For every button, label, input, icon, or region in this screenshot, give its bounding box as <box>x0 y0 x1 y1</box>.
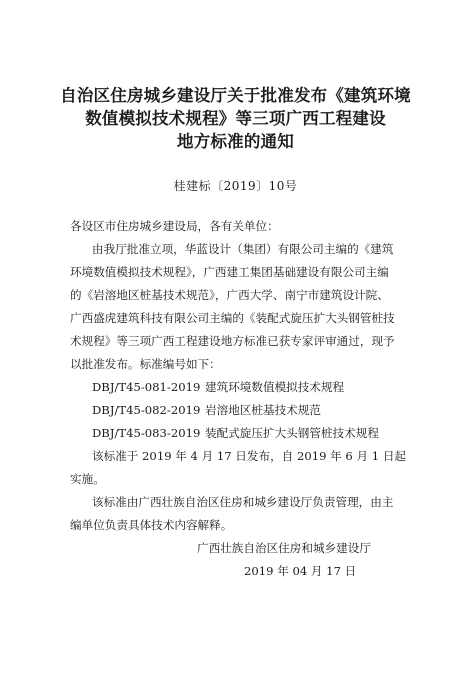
standard-name: 装配式旋压扩大头钢管桩技术规程 <box>205 426 379 440</box>
standard-name: 岩溶地区桩基技术规范 <box>205 403 321 417</box>
standard-code: DBJ/T45-081-2019 <box>92 380 201 394</box>
paragraph-2-line-1: 该标准于 2019 年 4 月 17 日发布，自 2019 年 6 月 1 日起 <box>92 449 407 463</box>
paragraph-1-line-6: 以批准发布。标准编号如下： <box>70 357 221 371</box>
paragraph-3-line-1: 该标准由广西壮族自治区住房和城乡建设厅负责管理，由主 <box>92 495 394 509</box>
paragraph-2-line-2: 实施。 <box>70 472 105 486</box>
title-line-2: 数值模拟技术规程》等三项广西工程建设 <box>85 109 386 128</box>
salutation: 各设区市住房城乡建设局，各有关单位： <box>70 219 279 233</box>
signature-issuer: 广西壮族自治区住房和城乡建设厅 <box>197 541 371 555</box>
standard-item <box>70 399 420 422</box>
document-title <box>40 84 431 153</box>
paragraph-1-line-4: 广西盛虎建筑科技有限公司主编的《装配式旋压扩大头钢管桩技 <box>70 311 395 325</box>
title-line-1: 自治区住房城乡建设厅关于批准发布《建筑环境 <box>60 86 411 105</box>
standard-code: DBJ/T45-083-2019 <box>92 426 201 440</box>
paragraph-1-line-1: 由我厅批准立项，华蓝设计（集团）有限公司主编的《建筑 <box>92 242 394 256</box>
paragraph-1-line-3: 的《岩溶地区桩基技术规范》，广西大学、南宁市建筑设计院、 <box>70 288 389 302</box>
title-line-3: 地方标准的通知 <box>177 132 294 151</box>
standard-item <box>70 422 420 445</box>
paragraph-3-line-2: 编单位负责具体技术内容解释。 <box>70 518 233 532</box>
standard-name: 建筑环境数值模拟技术规程 <box>205 380 345 394</box>
paragraph-1-line-5: 术规程》等三项广西工程建设地方标准已获专家评审通过，现予 <box>70 334 395 348</box>
paragraph-1-line-2: 环境数值模拟技术规程》，广西建工集团基础建设有限公司主编 <box>70 265 389 279</box>
signature-date: 2019 年 04 月 17 日 <box>244 564 357 578</box>
standard-code: DBJ/T45-082-2019 <box>92 403 201 417</box>
standard-item <box>70 376 420 399</box>
document-number: 桂建标〔2019〕10号 <box>173 179 298 193</box>
document-body <box>70 215 420 537</box>
